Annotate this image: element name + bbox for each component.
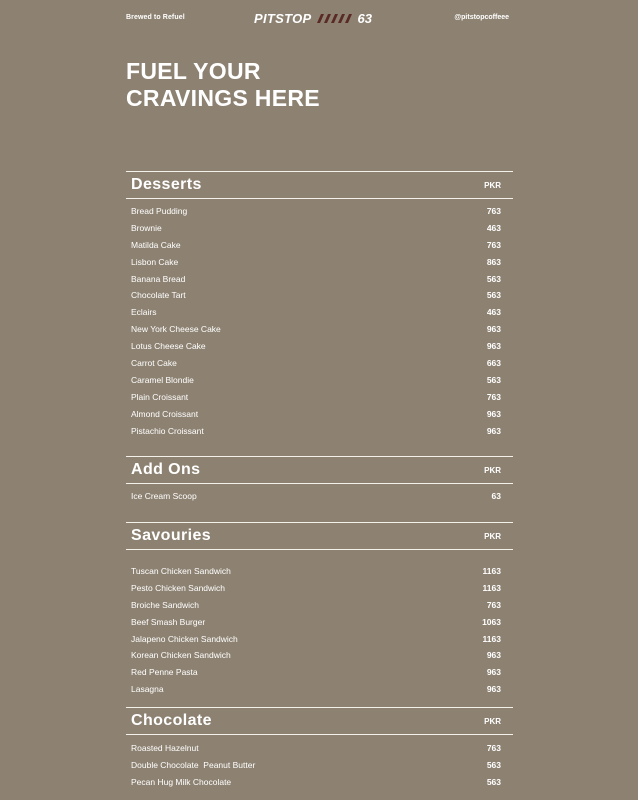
item-name: Brownie	[131, 222, 162, 233]
menu-item	[126, 203, 513, 220]
menu-item	[126, 681, 513, 698]
item-price: 1163	[482, 633, 501, 644]
item-name: New York Cheese Cake	[131, 324, 221, 335]
menu-item	[126, 757, 513, 774]
item-price: 963	[486, 650, 501, 661]
item-name: Tuscan Chicken Sandwich	[131, 566, 231, 576]
menu-item	[126, 664, 513, 681]
item-name: Chocolate Tart	[131, 290, 186, 301]
tagline: Brewed to Refuel	[126, 14, 185, 21]
item-name: Caramel Blondie	[131, 374, 194, 385]
item-price: 763	[486, 599, 501, 610]
item-price: 1163	[482, 582, 501, 593]
item-price: 563	[486, 273, 501, 284]
headline-line-2: CRAVINGS HERE	[126, 85, 320, 111]
item-name: Lasagna	[131, 684, 164, 695]
logo-stripes-icon	[314, 14, 354, 23]
item-price: 963	[486, 408, 501, 419]
item-name: Ice Cream Scoop	[131, 491, 197, 501]
menu-item	[126, 254, 513, 271]
menu-item	[126, 389, 513, 406]
menu-item	[126, 774, 513, 791]
item-name: Banana Bread	[131, 273, 186, 284]
currency-label: PKR	[484, 466, 501, 475]
menu-item	[126, 614, 513, 631]
item-price: 763	[486, 743, 501, 753]
menu-item	[126, 563, 513, 580]
currency-label: PKR	[484, 717, 501, 726]
menu-item	[126, 740, 513, 757]
menu-item	[126, 597, 513, 614]
section-title: Desserts	[131, 176, 202, 193]
section-chocolate	[126, 707, 513, 791]
item-name: Double Chocolate Peanut Butter	[131, 759, 256, 770]
section-title: Add Ons	[131, 461, 201, 478]
currency-label: PKR	[484, 532, 501, 541]
item-name: Bread Pudding	[131, 206, 188, 216]
menu-item	[126, 631, 513, 648]
social-handle: @pitstopcoffeee	[454, 14, 509, 21]
brand-number: 63	[357, 10, 372, 26]
section-title: Chocolate	[131, 712, 212, 729]
section-title: Savouries	[131, 527, 212, 544]
menu-item	[126, 647, 513, 664]
section-savouries	[126, 522, 513, 698]
item-price: 863	[486, 256, 501, 267]
menu-item	[126, 372, 513, 389]
item-price: 763	[486, 239, 501, 250]
brand-word: PITSTOP	[254, 10, 312, 26]
menu-item	[126, 237, 513, 254]
item-name: Carrot Cake	[131, 358, 177, 369]
section-desserts	[126, 171, 513, 439]
item-name: Eclairs	[131, 307, 157, 318]
item-price: 63	[491, 491, 501, 501]
currency-label: PKR	[484, 181, 501, 190]
section-header	[126, 171, 513, 199]
headline-line-1: FUEL YOUR	[126, 58, 261, 84]
brand-logo	[254, 10, 372, 26]
item-name: Lisbon Cake	[131, 256, 179, 267]
item-name: Plain Croissant	[131, 391, 189, 402]
page-headline	[126, 58, 320, 112]
item-price: 763	[486, 206, 501, 216]
item-name: Korean Chicken Sandwich	[131, 650, 231, 661]
item-price: 463	[486, 307, 501, 318]
item-price: 963	[486, 684, 501, 695]
item-list	[126, 563, 513, 698]
item-name: Pistachio Croissant	[131, 425, 204, 436]
item-price: 963	[486, 341, 501, 352]
item-name: Lotus Cheese Cake	[131, 341, 206, 352]
section-header	[126, 707, 513, 735]
item-price: 463	[486, 222, 501, 233]
menu-item	[126, 338, 513, 355]
item-name: Jalapeno Chicken Sandwich	[131, 633, 238, 644]
item-name: Beef Smash Burger	[131, 616, 206, 627]
item-price: 663	[486, 358, 501, 369]
item-price: 563	[486, 374, 501, 385]
item-name: Matilda Cake	[131, 239, 181, 250]
section-header	[126, 522, 513, 550]
item-name: Almond Croissant	[131, 408, 199, 419]
item-price: 563	[486, 759, 501, 770]
item-name: Broiche Sandwich	[131, 599, 200, 610]
menu-item	[126, 271, 513, 288]
section-header	[126, 456, 513, 484]
item-price: 563	[486, 290, 501, 301]
item-price: 963	[486, 425, 501, 436]
menu-item	[126, 580, 513, 597]
item-list	[126, 488, 513, 505]
section-add-ons	[126, 456, 513, 505]
item-price: 563	[486, 776, 501, 787]
item-name: Red Penne Pasta	[131, 667, 198, 678]
menu-item	[126, 287, 513, 304]
top-bar	[0, 0, 638, 36]
menu-item	[126, 423, 513, 440]
item-list	[126, 203, 513, 439]
menu-item	[126, 406, 513, 423]
menu-item	[126, 220, 513, 237]
menu-item	[126, 321, 513, 338]
item-name: Roasted Hazelnut	[131, 743, 199, 753]
item-price: 963	[486, 667, 501, 678]
menu-item	[126, 355, 513, 372]
menu-item	[126, 304, 513, 321]
item-name: Pesto Chicken Sandwich	[131, 582, 226, 593]
item-price: 963	[486, 324, 501, 335]
item-list	[126, 740, 513, 791]
item-price: 763	[486, 391, 501, 402]
menu-item	[126, 488, 513, 505]
item-price: 1063	[482, 616, 501, 627]
item-name: Pecan Hug Milk Chocolate	[131, 776, 232, 787]
item-price: 1163	[482, 566, 501, 576]
